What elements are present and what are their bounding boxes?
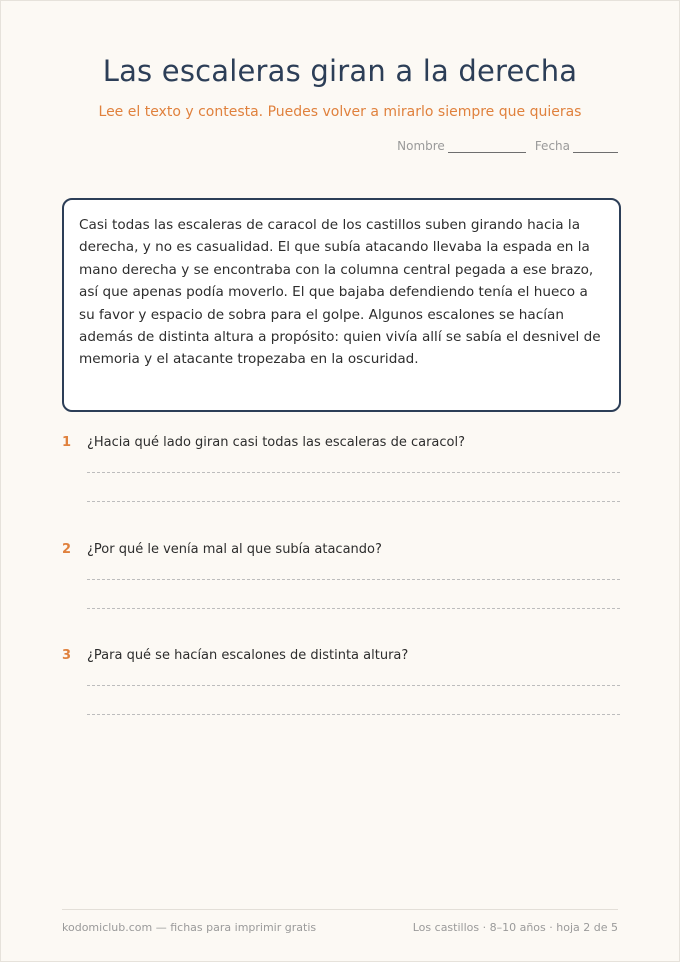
answer-line bbox=[87, 472, 620, 473]
name-date-fields bbox=[397, 139, 618, 153]
question-text: ¿Por qué le venía mal al que subía atacando? bbox=[87, 542, 382, 557]
date-label: Fecha bbox=[534, 139, 570, 153]
footer-divider bbox=[62, 909, 618, 910]
question-number: 3 bbox=[62, 648, 72, 663]
reading-passage: Casi todas las escaleras de caracol de los castillos suben girando hacia la derecha, y no es casualidad. El que subía atacando llevaba la espada en la mano derecha y se encontraba con la columna central pegada a ese brazo, así que apenas podía moverlo. El que bajaba defendiendo tenía el hueco a su favor y espacio de sobra para el golpe. Algunos escalones se hacían además de distinta altura a propósito: quien vivía allí se sabía el desnivel de memoria y el atacante tropezaba en la oscuridad. bbox=[62, 198, 621, 412]
name-label: Nombre bbox=[397, 139, 445, 153]
question-number: 2 bbox=[62, 542, 72, 557]
name-line bbox=[448, 139, 526, 153]
page-title: Las escaleras giran a la derecha bbox=[102, 54, 578, 88]
question-number: 1 bbox=[62, 435, 72, 450]
answer-line bbox=[87, 608, 620, 609]
answer-line bbox=[87, 501, 620, 502]
answer-line bbox=[87, 685, 620, 686]
question-text: ¿Para qué se hacían escalones de distinta altura? bbox=[87, 648, 409, 663]
footer-site: kodomiclub.com — fichas para imprimir gratis bbox=[62, 921, 317, 934]
answer-line bbox=[87, 714, 620, 715]
answer-line bbox=[87, 579, 620, 580]
page-subtitle: Lee el texto y contesta. Puedes volver a mirarlo siempre que quieras bbox=[98, 104, 582, 120]
date-line bbox=[573, 139, 618, 153]
footer-page-info: Los castillos · 8–10 años · hoja 2 de 5 bbox=[412, 921, 618, 934]
question-text: ¿Hacia qué lado giran casi todas las escaleras de caracol? bbox=[87, 435, 466, 450]
